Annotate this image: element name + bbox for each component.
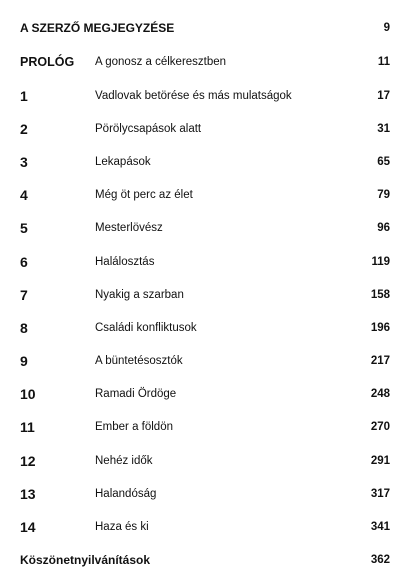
chapter-number: 14 bbox=[20, 519, 36, 535]
chapter-number: 8 bbox=[20, 320, 28, 336]
chapter-title: Nehéz idők bbox=[95, 455, 153, 467]
toc-entry-chapter-1 bbox=[0, 85, 412, 107]
chapter-number: 9 bbox=[20, 353, 28, 369]
chapter-number: 7 bbox=[20, 287, 28, 303]
chapter-number: 3 bbox=[20, 154, 28, 170]
toc-entry-chapter-5 bbox=[0, 217, 412, 239]
chapter-title: Ramadi Ördöge bbox=[95, 388, 177, 400]
chapter-page: 248 bbox=[370, 388, 390, 400]
chapter-page: 96 bbox=[377, 222, 390, 234]
toc-entry-chapter-14 bbox=[0, 516, 412, 538]
toc-entry-chapter-4 bbox=[0, 184, 412, 206]
toc-entry-author-note bbox=[0, 17, 412, 39]
author-note-title: A SZERZŐ MEGJEGYZÉSE bbox=[20, 21, 175, 35]
toc-entry-chapter-10 bbox=[0, 383, 412, 405]
prologue-label: PROLÓG bbox=[20, 55, 75, 69]
prologue-title: A gonosz a célkeresztben bbox=[95, 56, 227, 68]
chapter-number: 10 bbox=[20, 386, 36, 402]
toc-entry-chapter-7 bbox=[0, 284, 412, 306]
acknowledgements-page: 362 bbox=[370, 554, 390, 566]
chapter-title: A büntetésosztók bbox=[95, 355, 183, 367]
chapter-page: 291 bbox=[370, 455, 390, 467]
chapter-number: 6 bbox=[20, 254, 28, 270]
author-note-page: 9 bbox=[383, 22, 390, 34]
chapter-page: 65 bbox=[377, 156, 390, 168]
chapter-title: Még öt perc az élet bbox=[95, 189, 193, 201]
chapter-page: 31 bbox=[377, 123, 390, 135]
acknowledgements-title: Köszönetnyilvánítások bbox=[20, 553, 151, 567]
chapter-number: 2 bbox=[20, 121, 28, 137]
toc-entry-chapter-11 bbox=[0, 416, 412, 438]
chapter-page: 341 bbox=[370, 521, 390, 533]
chapter-title: Halálosztás bbox=[95, 256, 155, 268]
chapter-number: 12 bbox=[20, 453, 36, 469]
chapter-number: 4 bbox=[20, 187, 28, 203]
chapter-page: 79 bbox=[377, 189, 390, 201]
chapter-number: 5 bbox=[20, 220, 28, 236]
chapter-page: 17 bbox=[377, 90, 390, 102]
chapter-title: Nyakig a szarban bbox=[95, 289, 184, 301]
chapter-title: Családi konfliktusok bbox=[95, 322, 197, 334]
chapter-page: 217 bbox=[370, 355, 390, 367]
chapter-title: Haza és ki bbox=[95, 521, 149, 533]
toc-entry-prologue bbox=[0, 51, 412, 73]
chapter-title: Vadlovak betörése és más mulatságok bbox=[95, 90, 292, 102]
chapter-page: 119 bbox=[371, 256, 390, 268]
toc-entry-chapter-9 bbox=[0, 350, 412, 372]
chapter-page: 158 bbox=[370, 289, 390, 301]
chapter-number: 1 bbox=[20, 88, 28, 104]
toc-entry-chapter-3 bbox=[0, 151, 412, 173]
chapter-number: 13 bbox=[20, 486, 36, 502]
chapter-page: 317 bbox=[370, 488, 390, 500]
toc-entry-chapter-12 bbox=[0, 450, 412, 472]
toc-entry-chapter-6 bbox=[0, 251, 412, 273]
toc-entry-chapter-8 bbox=[0, 317, 412, 339]
prologue-page: 11 bbox=[377, 56, 390, 68]
chapter-title: Mesterlövész bbox=[95, 222, 163, 234]
chapter-number: 11 bbox=[20, 419, 35, 435]
chapter-page: 196 bbox=[370, 322, 390, 334]
chapter-title: Halandóság bbox=[95, 488, 157, 500]
chapter-title: Lekapások bbox=[95, 156, 151, 168]
chapter-page: 270 bbox=[370, 421, 390, 433]
toc-entry-chapter-2 bbox=[0, 118, 412, 140]
chapter-title: Ember a földön bbox=[95, 421, 173, 433]
chapter-title: Pörölycsapások alatt bbox=[95, 123, 202, 135]
toc-entry-acknowledgements bbox=[0, 549, 412, 571]
toc-entry-chapter-13 bbox=[0, 483, 412, 505]
